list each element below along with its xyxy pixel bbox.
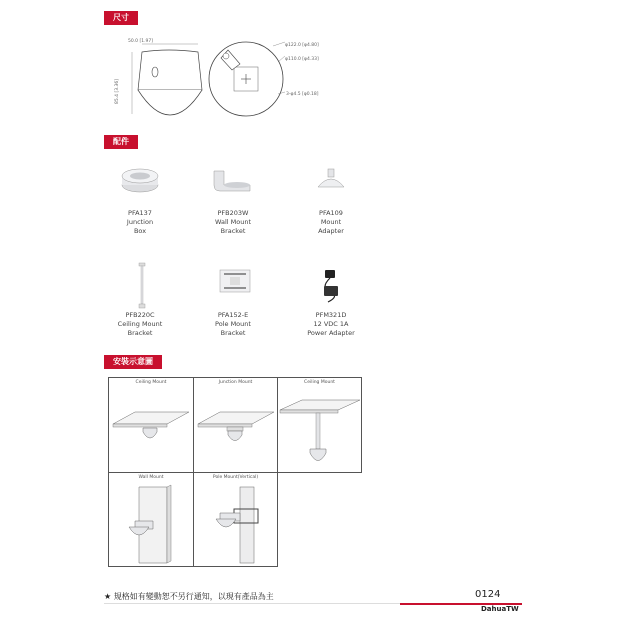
install-cell-junction bbox=[193, 377, 278, 473]
section-tag-installation: 安裝示意圖 bbox=[104, 355, 162, 369]
ceiling-mount-image bbox=[136, 262, 148, 310]
section-tag-accessories: 配件 bbox=[104, 135, 138, 149]
junction-box-image bbox=[118, 163, 162, 195]
accessory-pfa109: PFA109 Mount Adapter bbox=[318, 209, 344, 235]
pendant-install-illustration bbox=[278, 388, 362, 472]
camera-side-view bbox=[132, 44, 202, 115]
footer-divider-left bbox=[104, 603, 400, 604]
accessory-pfm321d: PFM321D 12 VDC 1A Power Adapter bbox=[307, 311, 355, 337]
install-title: Ceiling Mount bbox=[135, 380, 167, 385]
pole-install-illustration bbox=[194, 483, 278, 567]
accessory-pfb220c: PFB220C Ceiling Mount Bracket bbox=[117, 311, 163, 337]
dim-top-width: 50.0 [1.97] bbox=[128, 39, 153, 44]
install-title: Wall Mount bbox=[138, 475, 164, 480]
dim-dia-inner: φ110.0 [φ4.33] bbox=[285, 57, 319, 62]
wall-mount-image bbox=[210, 167, 256, 195]
dimension-drawing bbox=[108, 34, 338, 124]
accessory-pfb203w: PFB203W Wall Mount Bracket bbox=[214, 209, 252, 235]
install-cell-pole bbox=[193, 472, 278, 567]
junction-install-illustration bbox=[194, 390, 278, 470]
footer-brand: DahuaTW bbox=[481, 605, 519, 613]
footer-note: ★ 規格如有變動恕不另行通知，以現有產品為主 bbox=[104, 592, 274, 601]
install-title: Junction Mount bbox=[218, 380, 253, 385]
ceiling-install-illustration bbox=[109, 390, 193, 470]
dim-height: 85.4 [3.36] bbox=[115, 79, 120, 104]
installation-grid bbox=[108, 377, 362, 567]
camera-top-view bbox=[209, 42, 285, 116]
install-cell-wall bbox=[108, 472, 194, 567]
install-title: Pole Mount(Vertical) bbox=[212, 475, 259, 480]
dim-dia-outer: φ122.0 [φ4.80] bbox=[285, 43, 319, 48]
install-cell-ceiling-pendant bbox=[277, 377, 362, 473]
power-adapter-image bbox=[316, 268, 346, 308]
mount-adapter-image bbox=[314, 167, 348, 193]
pole-mount-image bbox=[214, 266, 256, 296]
dim-holes: 3-φ4.5 [φ0.18] bbox=[286, 92, 319, 97]
install-title: Ceiling Mount bbox=[304, 380, 335, 385]
section-tag-dimensions: 尺寸 bbox=[104, 11, 138, 25]
wall-install-illustration bbox=[109, 483, 193, 567]
install-cell-ceiling bbox=[108, 377, 194, 473]
footer-code: 0124 bbox=[475, 589, 501, 600]
accessory-pfa152e: PFA152-E Pole Mount Bracket bbox=[215, 311, 251, 337]
accessory-pfa137: PFA137 Junction Box bbox=[126, 209, 154, 235]
